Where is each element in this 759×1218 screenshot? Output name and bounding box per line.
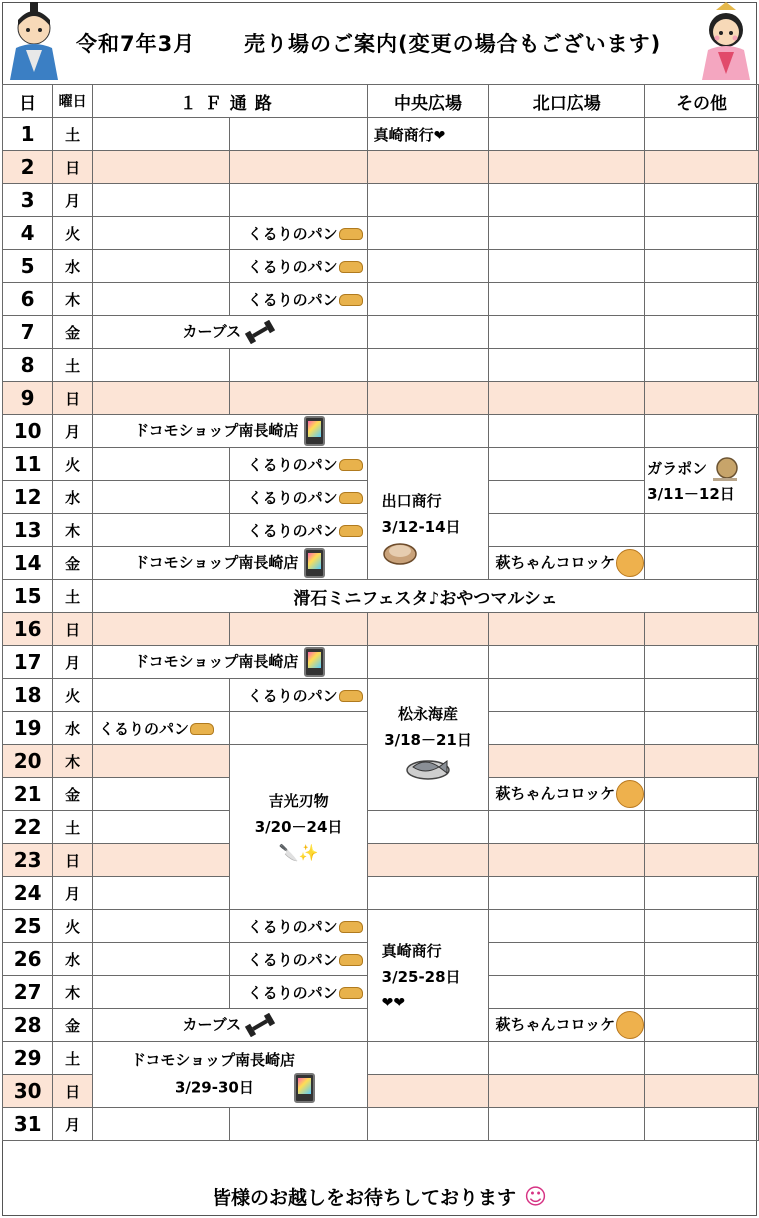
day-number: 22 (3, 811, 53, 844)
weekday: 木 (53, 976, 93, 1009)
event-hagi-croquette: 萩ちゃんコロッケ (489, 778, 645, 811)
day-number: 21 (3, 778, 53, 811)
croquette-icon (616, 549, 644, 577)
title-bar (0, 0, 759, 84)
day-number: 30 (3, 1075, 53, 1108)
weekday: 月 (53, 1108, 93, 1141)
dumbbell-icon (243, 1013, 277, 1037)
event-kururi-bread: くるりのパン (230, 976, 367, 1009)
event-mini-festa: 滑石ミニフェスタ♪おやつマルシェ (92, 580, 758, 613)
event-docomo-shop: ドコモショップ南長崎店 (92, 646, 367, 679)
event-kururi-bread: くるりのパン (230, 679, 367, 712)
event-curves: カーブス (92, 1009, 367, 1042)
bread-icon (339, 228, 363, 240)
page-subtitle: 売り場のご案内(変更の場合もございます) (244, 32, 662, 56)
bread-icon (339, 525, 363, 537)
event-kururi-bread: くるりのパン (230, 943, 367, 976)
day-number: 20 (3, 745, 53, 778)
day-number: 23 (3, 844, 53, 877)
event-kururi-bread: くるりのパン (230, 910, 367, 943)
event-kururi-bread: くるりのパン (230, 448, 367, 481)
weekday: 月 (53, 184, 93, 217)
header-weekday: 曜日 (53, 85, 93, 118)
bread-icon (339, 492, 363, 504)
day-number: 3 (3, 184, 53, 217)
schedule-table (2, 84, 759, 1141)
weekday: 木 (53, 514, 93, 547)
day-number: 26 (3, 943, 53, 976)
weekday: 日 (53, 613, 93, 646)
event-masaki-shoko-late: 真崎商行 3/25-28日 ❤❤ (367, 910, 489, 1042)
bread-icon (190, 723, 214, 735)
bread-icon (339, 294, 363, 306)
weekday: 水 (53, 943, 93, 976)
weekday: 日 (53, 382, 93, 415)
event-matsunaga-seafood: 松永海産 3/18－21日 (367, 679, 489, 811)
weekday: 日 (53, 1075, 93, 1108)
day-number: 5 (3, 250, 53, 283)
croquette-icon (616, 1011, 644, 1039)
smartphone-icon (304, 647, 325, 677)
event-hagi-croquette: 萩ちゃんコロッケ (489, 547, 645, 580)
day-number: 6 (3, 283, 53, 316)
smartphone-icon (304, 548, 325, 578)
weekday: 水 (53, 250, 93, 283)
header-other: その他 (645, 85, 759, 118)
weekday: 土 (53, 811, 93, 844)
day-number: 18 (3, 679, 53, 712)
bread-icon (339, 261, 363, 273)
weekday: 水 (53, 712, 93, 745)
croquette-icon (616, 780, 644, 808)
weekday: 火 (53, 448, 93, 481)
footer-message: 皆様のお越しをお待ちしております ☺ (212, 1185, 547, 1210)
bread-icon (339, 987, 363, 999)
event-hagi-croquette: 萩ちゃんコロッケ (489, 1009, 645, 1042)
knife-sparkle-icon: 🔪✨ (278, 843, 319, 862)
event-deguchi-shoko: 出口商行 3/12-14日 (367, 448, 489, 580)
event-yoshimitsu-cutlery: 吉光刃物 3/20－24日 🔪✨ (230, 745, 367, 910)
day-number: 13 (3, 514, 53, 547)
event-docomo-shop: ドコモショップ南長崎店 (92, 547, 367, 580)
event-garapon-lottery: ガラポン 3/11－12日 (645, 448, 759, 514)
day-number: 12 (3, 481, 53, 514)
weekday: 土 (53, 580, 93, 613)
day-number: 2 (3, 151, 53, 184)
header-day: 日 (3, 85, 53, 118)
fish-plate-icon (405, 753, 451, 781)
event-curves: カーブス (92, 316, 367, 349)
event-kururi-bread: くるりのパン (230, 217, 367, 250)
day-number: 17 (3, 646, 53, 679)
hearts-icon: ❤❤ (381, 995, 406, 1011)
clam-icon (382, 540, 418, 566)
day-number: 8 (3, 349, 53, 382)
dumbbell-icon (243, 320, 277, 344)
weekday: 火 (53, 217, 93, 250)
event-kururi-bread: くるりのパン (230, 250, 367, 283)
day-number: 14 (3, 547, 53, 580)
day-number: 11 (3, 448, 53, 481)
weekday: 月 (53, 646, 93, 679)
day-number: 28 (3, 1009, 53, 1042)
male-doll-icon (6, 2, 62, 80)
event-kururi-bread: くるりのパン (230, 283, 367, 316)
smile-icon: ☺ (524, 1185, 547, 1210)
event-kururi-bread: くるりのパン (230, 514, 367, 547)
weekday: 火 (53, 679, 93, 712)
day-number: 1 (3, 118, 53, 151)
weekday: 土 (53, 1042, 93, 1075)
weekday: 水 (53, 481, 93, 514)
weekday: 土 (53, 118, 93, 151)
female-doll-icon (698, 2, 754, 80)
weekday: 金 (53, 316, 93, 349)
weekday: 月 (53, 877, 93, 910)
day-number: 27 (3, 976, 53, 1009)
heart-icon: ❤ (433, 127, 446, 144)
header-1f-passage: １Ｆ通路 (92, 85, 367, 118)
header-central-plaza: 中央広場 (367, 85, 489, 118)
day-number: 9 (3, 382, 53, 415)
weekday: 金 (53, 547, 93, 580)
weekday: 日 (53, 151, 93, 184)
bread-icon (339, 459, 363, 471)
day-number: 25 (3, 910, 53, 943)
day-number: 16 (3, 613, 53, 646)
bread-icon (339, 690, 363, 702)
day-number: 4 (3, 217, 53, 250)
month-title: 令和7年3月 (76, 32, 196, 56)
weekday: 木 (53, 745, 93, 778)
event-kururi-bread: くるりのパン (92, 712, 230, 745)
day-number: 10 (3, 415, 53, 448)
day-number: 7 (3, 316, 53, 349)
event-masaki-shoko: 真崎商行❤ (367, 118, 489, 151)
day-number: 15 (3, 580, 53, 613)
weekday: 金 (53, 1009, 93, 1042)
bread-icon (339, 921, 363, 933)
weekday: 日 (53, 844, 93, 877)
event-docomo-shop: ドコモショップ南長崎店 (92, 415, 367, 448)
day-number: 24 (3, 877, 53, 910)
event-kururi-bread: くるりのパン (230, 481, 367, 514)
weekday: 火 (53, 910, 93, 943)
weekday: 金 (53, 778, 93, 811)
day-number: 31 (3, 1108, 53, 1141)
event-docomo-shop-weekend: ドコモショップ南長崎店 3/29-30日 (92, 1042, 367, 1108)
smartphone-icon (294, 1073, 315, 1103)
bread-icon (339, 954, 363, 966)
weekday: 土 (53, 349, 93, 382)
weekday: 木 (53, 283, 93, 316)
lottery-drum-icon (709, 456, 739, 482)
day-number: 19 (3, 712, 53, 745)
smartphone-icon (304, 416, 325, 446)
weekday: 月 (53, 415, 93, 448)
header-north-plaza: 北口広場 (489, 85, 645, 118)
day-number: 29 (3, 1042, 53, 1075)
